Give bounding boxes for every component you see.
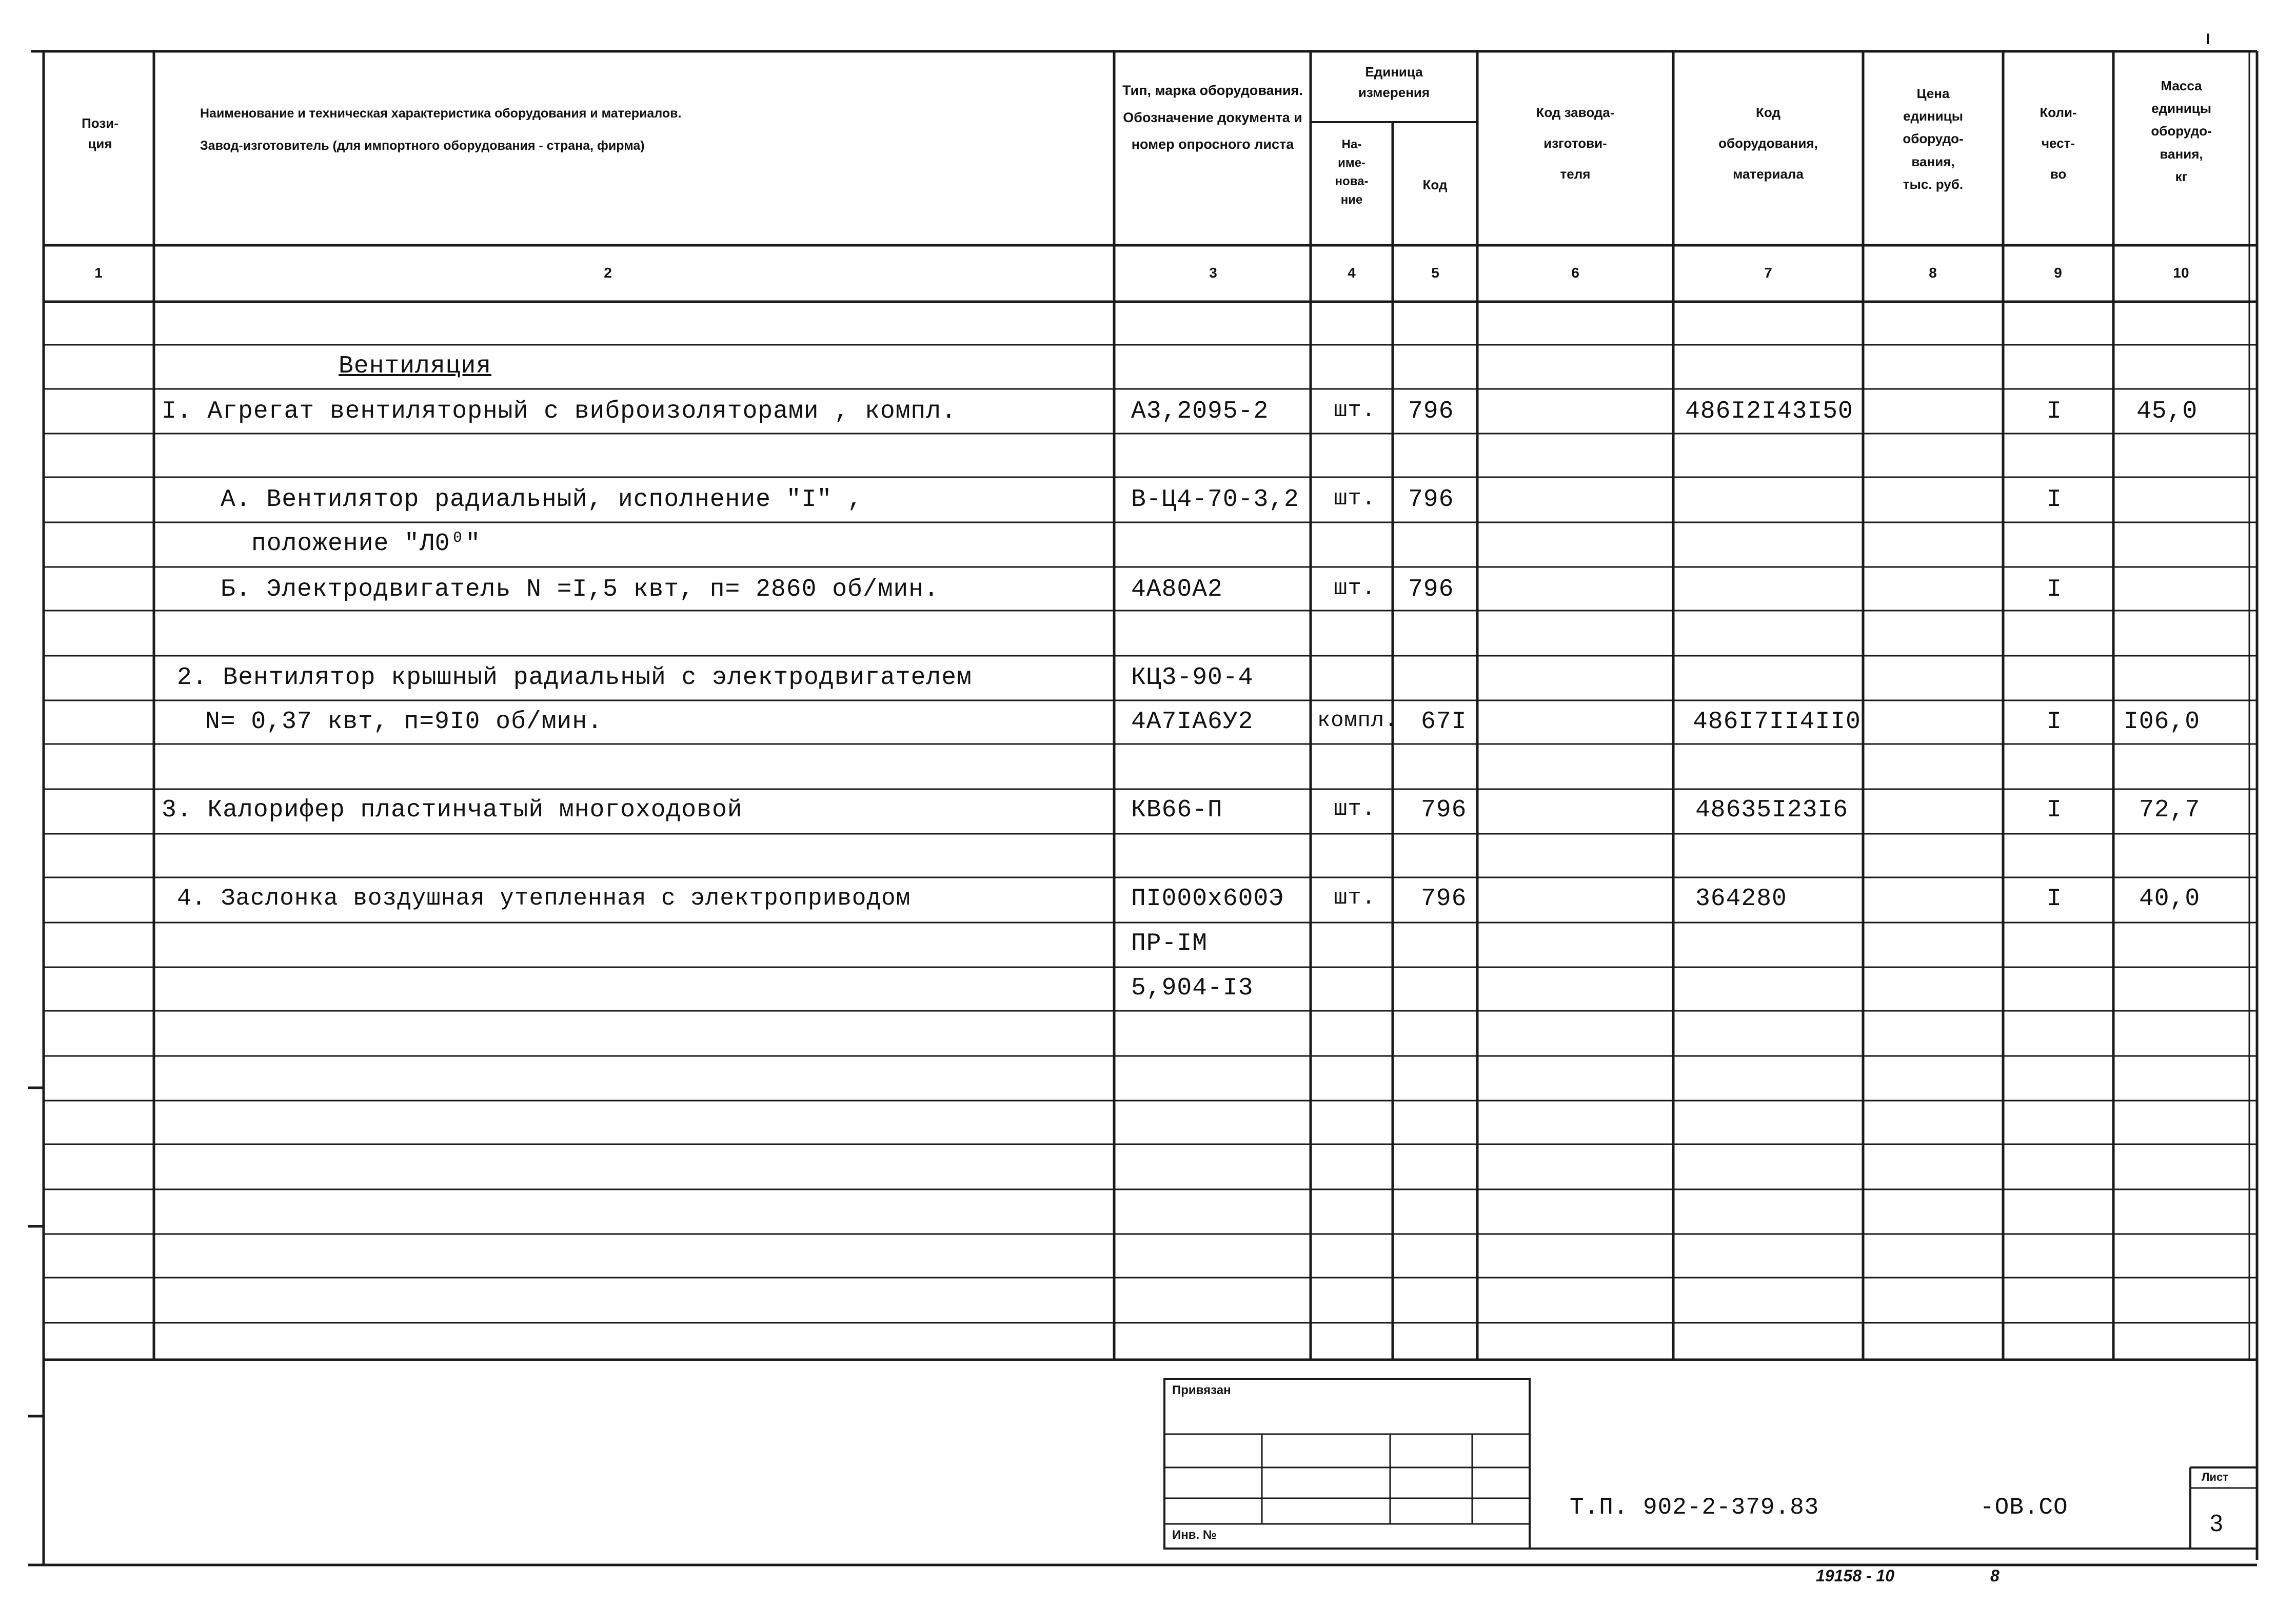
- row-name: А. Вентилятор радиальный, исполнение "I" ,: [221, 486, 863, 514]
- col-num-8: 8: [1929, 265, 1937, 281]
- header-plant-code: Код завода- изготови- теля: [1536, 105, 1615, 182]
- row-quantity: I: [2047, 398, 2062, 425]
- header-unit-group: Единица измерения: [1358, 64, 1430, 101]
- row-unit: компл.: [1317, 708, 1398, 733]
- row-mass: 72,7: [2139, 796, 2201, 824]
- row-unit: шт.: [1334, 576, 1376, 601]
- row-equipment-code: 486I2I43I50: [1685, 398, 1853, 425]
- header-type: Тип, марка оборудования. Обозначение документа и номер опросного листа: [1122, 83, 1303, 152]
- row-name: Б. Электродвигатель N =I,5 квт, п= 2860 об/мин.: [221, 576, 939, 603]
- row-type: 5,904-I3: [1131, 974, 1254, 1002]
- row-mass: 45,0: [2136, 398, 2198, 425]
- sheet-number: 3: [2210, 1510, 2223, 1536]
- row-quantity: I: [2047, 885, 2062, 913]
- col-num-3: 3: [1209, 265, 1217, 281]
- row-unit-code: 796: [1408, 576, 1454, 603]
- header-equipment-code: Код оборудования, материала: [1718, 105, 1818, 182]
- row-mass: I06,0: [2124, 708, 2201, 736]
- stamp-linked-label: Привязан: [1172, 1383, 1231, 1397]
- row-type: 4А7IА6У2: [1131, 708, 1254, 736]
- row-type: ПР-IМ: [1131, 930, 1208, 957]
- row-unit-code: 67I: [1421, 708, 1467, 736]
- row-unit: шт.: [1334, 486, 1376, 512]
- section-title: Вентиляция: [339, 352, 492, 380]
- document-code: Т.П. 902-2-379.83: [1570, 1494, 1819, 1521]
- row-type: ПI000х600Э: [1131, 885, 1284, 913]
- row-name: I. Агрегат вентиляторный с виброизоляторами , компл.: [162, 398, 957, 425]
- header-unit-code: Код: [1422, 177, 1448, 192]
- footer-note: 19158 - 10: [1816, 1566, 1895, 1585]
- row-unit: шт.: [1334, 796, 1376, 822]
- row-quantity: I: [2047, 486, 2062, 514]
- col-num-2: 2: [604, 265, 612, 281]
- row-unit: шт.: [1334, 885, 1376, 911]
- row-type: КЦ3-90-4: [1131, 664, 1254, 692]
- col-num-7: 7: [1764, 265, 1772, 281]
- row-quantity: I: [2047, 576, 2062, 603]
- row-unit-code: 796: [1408, 398, 1454, 425]
- col-num-6: 6: [1571, 265, 1579, 281]
- header-position: Пози- ция: [82, 115, 118, 152]
- row-type: А3,2095-2: [1131, 398, 1269, 425]
- col-num-1: 1: [94, 265, 103, 281]
- row-unit-code: 796: [1421, 796, 1467, 824]
- row-unit-code: 796: [1421, 885, 1467, 913]
- row-equipment-code: 486I7II4II0: [1693, 708, 1861, 736]
- row-equipment-code: 364280: [1695, 885, 1787, 913]
- row-unit: шт.: [1334, 398, 1376, 423]
- row-type: КВ66-П: [1131, 796, 1223, 824]
- document-suffix: -ОВ.СО: [1980, 1494, 2068, 1521]
- sheet-mark: I: [2206, 31, 2210, 48]
- row-name: 2. Вентилятор крышный радиальный с электродвигателем: [177, 664, 972, 692]
- row-name: N= 0,37 квт, п=9I0 об/мин.: [205, 708, 603, 736]
- row-type: 4А80А2: [1131, 576, 1223, 603]
- row-type: В-Ц4-70-3,2: [1131, 486, 1299, 514]
- row-quantity: I: [2047, 708, 2062, 736]
- col-num-5: 5: [1431, 265, 1439, 281]
- row-quantity: I: [2047, 796, 2062, 824]
- row-name: положение "Л0⁰": [251, 530, 481, 558]
- footer-page: 8: [1990, 1566, 2000, 1585]
- header-price: Цена единицы оборудо- вания, тыс. руб.: [1903, 86, 1964, 192]
- col-num-9: 9: [2054, 265, 2062, 281]
- sheet-label: Лист: [2202, 1471, 2228, 1483]
- col-num-4: 4: [1348, 265, 1356, 281]
- header-quantity: Коли- чест- во: [2040, 105, 2077, 182]
- row-mass: 40,0: [2139, 885, 2201, 913]
- col-num-10: 10: [2173, 265, 2189, 281]
- row-unit-code: 796: [1408, 486, 1454, 514]
- row-name: 4. Заслонка воздушная утепленная с электроприводом: [177, 885, 911, 912]
- stamp-inventory-label: Инв. №: [1172, 1528, 1217, 1542]
- header-mass: Масса единицы оборудо- вания, кг: [2151, 78, 2212, 184]
- header-name: Наименование и техническая характеристика оборудования и материалов. Завод-изготовитель (для импортного оборудования - страна, фирма): [200, 106, 682, 153]
- row-equipment-code: 48635I23I6: [1695, 796, 1849, 824]
- row-name: 3. Калорифер пластинчатый многоходовой: [162, 796, 743, 824]
- header-unit-name: На- име- нова- ние: [1335, 138, 1369, 207]
